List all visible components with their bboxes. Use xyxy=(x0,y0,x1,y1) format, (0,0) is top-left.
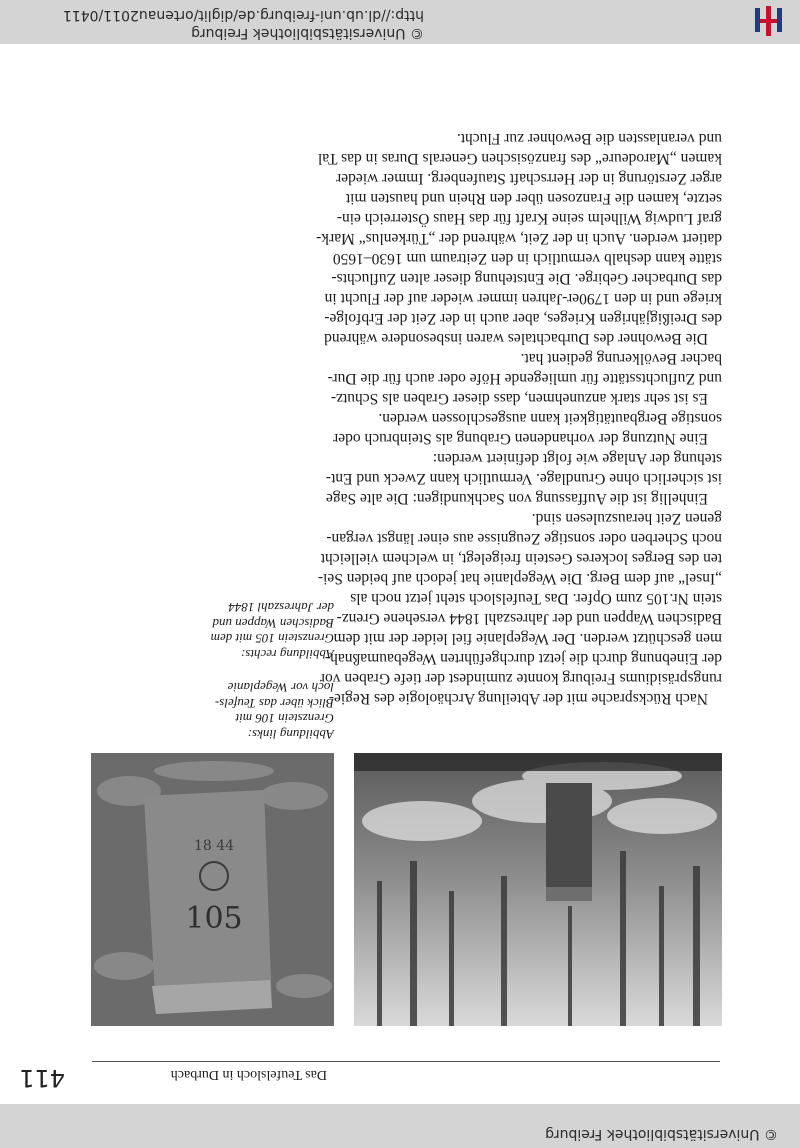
body-text-line: ist sicherlich ohne Grundlage. Vermutlich kann Zweck und Ent- xyxy=(325,470,722,487)
body-text-line: ten des Berges lockeres Gestein freigelegt, in welchem vielleicht xyxy=(320,550,722,567)
body-text-line: und veranlassten die Bewohner zur Flucht. xyxy=(456,130,722,147)
caption-line: Grenzstein 106 mit xyxy=(235,711,334,727)
caption-line: Abbildung links: xyxy=(247,727,334,742)
caption-line: Grenzstein 105 mit dem xyxy=(210,631,334,647)
viewer-header-bar xyxy=(0,0,800,44)
body-text-line: des Dreißigjährigen Krieges, aber auch in der Zeit der Erbfolge- xyxy=(324,310,722,327)
body-text-line: genen Zeit herauszulesen sind. xyxy=(531,510,722,527)
body-text-line: setzte, kamen die Franzosen über den Rhein und hausten mit xyxy=(345,190,722,207)
body-text-line: graf Ludwig Wilhelm seine Kraft für das Haus Österreich ein- xyxy=(336,210,722,227)
running-head: Das Teufelsloch in Durbach xyxy=(170,1067,327,1082)
body-text-line: stätte kann deshalb vermutlich in den Zeitraum um 1630–1650 xyxy=(332,250,722,267)
header-rule xyxy=(92,1061,720,1062)
body-text-line: noch Scherben oder sonstige Zeugnisse aus einer längst vergan- xyxy=(326,530,722,547)
header-copyright: © Universitätsbibliothek Freiburg xyxy=(191,25,424,41)
caption-line: loch vor Wegeplanie xyxy=(227,680,334,696)
photo-left-boundary-stone-closeup xyxy=(91,753,334,1026)
caption-line: der Jahreszahl 1844 xyxy=(228,600,334,616)
university-library-logo-icon xyxy=(750,6,786,36)
body-text-line: Die Bewohner des Durbachtales waren insbesondere während xyxy=(324,330,708,347)
caption-line: Badischen Wappen und xyxy=(212,616,334,631)
body-text-line: Einhellig ist die Auffassung von Sachkundigen: Die alte Sage xyxy=(326,490,708,507)
viewer-footer-bar xyxy=(0,1104,800,1148)
body-text-column xyxy=(262,128,722,708)
body-text-line: kriege und in den 1790er-Jahren immer wieder auf der Flucht in xyxy=(324,290,722,307)
page-number: 411 xyxy=(19,1064,65,1092)
body-text-line: bacher Bevölkerung gedient hat. xyxy=(520,350,722,367)
body-text-line: rungspräsidiums Freiburg konnte zumindest der tiefe Graben vor xyxy=(319,670,722,687)
photo-right-boundary-stone-forest xyxy=(354,753,722,1026)
body-text-line: kamen „Marodeure“ des französischen Generals Duras in das Tal xyxy=(317,150,722,167)
body-text-line: Es ist sehr stark anzunehmen, dass dieser Graben als Schutz- xyxy=(330,390,708,407)
body-text-line: arger Zerstörung in der Herrschaft Staufenberg. Immer wieder xyxy=(336,170,722,187)
body-text-line: sonstige Bergbautätigkeit kann ausgeschlossen werden. xyxy=(378,410,722,427)
body-text-line: „Insel“ auf dem Berg. Die Wegeplanie hat jedoch auf beiden Sei- xyxy=(317,570,722,587)
body-text-line: men geschützt werden. Der Wegeplanie fiel leider der mit dem xyxy=(333,630,722,647)
stone-inscription-year: 18 44 xyxy=(193,838,235,854)
body-text-line: der Einebnung durch die jetzt durchgeführten Wegebaumaßnah- xyxy=(324,650,722,667)
body-text-line: und Zufluchtsstätte für umliegende Höfe oder auch für die Dur- xyxy=(327,370,722,387)
body-text-line: datiert werden. Auch in der Zeit, während der „Türkenlus“ Mark- xyxy=(316,230,722,247)
body-text-line: stein Nr.105 zum Opfer. Das Teufelsloch steht jetzt noch als xyxy=(350,590,722,607)
body-text-line: Badischen Wappen und der Jahreszahl 1844 versehene Grenz- xyxy=(336,610,722,627)
header-url-link[interactable]: http://dl.ub.uni-freiburg.de/diglit/ortenau2011/0411 xyxy=(62,7,424,23)
stone-inscription-number: 105 xyxy=(185,901,243,936)
caption-line: Blick über das Teufels- xyxy=(214,696,334,711)
footer-copyright: © Universitätsbibliothek Freiburg xyxy=(545,1126,778,1142)
caption-line: Abbildung rechts: xyxy=(240,647,334,662)
body-text-line: stehung der Anlage wie folgt definiert werden: xyxy=(432,450,722,467)
body-text-line: das Durbacher Gebirge. Die Entstehung dieser alten Zufluchts- xyxy=(331,270,722,287)
body-text-line: Eine Nutzung der vorhandenen Grabung als Steinbruch oder xyxy=(333,430,708,447)
body-text-line: Nach Rücksprache mit der Abteilung Archäologie des Regie- xyxy=(328,690,708,707)
